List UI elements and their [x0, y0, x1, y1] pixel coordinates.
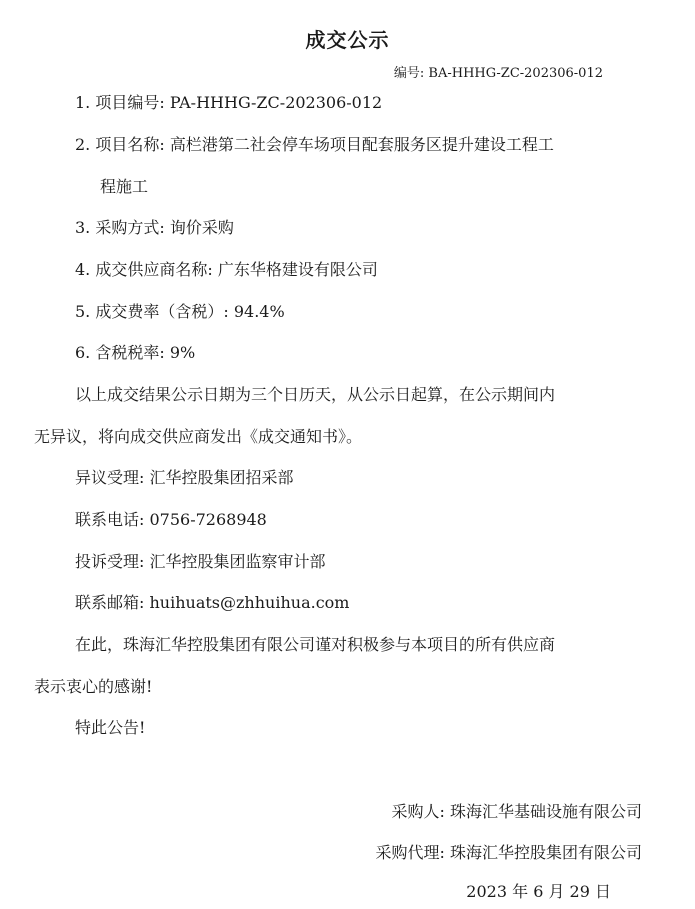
objection-contact: 异议受理: 汇华控股集团招采部	[75, 468, 294, 487]
contact-email: 联系邮箱: huihuats@zhhuihua.com	[75, 593, 350, 612]
item-procurement-method: 3. 采购方式: 询价采购	[75, 218, 234, 237]
contact-phone: 联系电话: 0756-7268948	[75, 510, 267, 529]
item-tax-rate: 6. 含税税率: 9%	[75, 343, 196, 362]
notice-paragraph-line2: 无异议，将向成交供应商发出《成交通知书》。	[34, 427, 363, 446]
closing-remark: 特此公告!	[75, 718, 146, 737]
item-project-name: 2. 项目名称: 高栏港第二社会停车场项目配套服务区提升建设工程工	[75, 135, 554, 154]
document-title: 成交公示	[305, 28, 390, 52]
agent-signature: 采购代理: 珠海汇华控股集团有限公司	[375, 843, 642, 862]
purchaser-signature: 采购人: 珠海汇华基础设施有限公司	[391, 802, 642, 821]
thanks-paragraph-line1: 在此，珠海汇华控股集团有限公司谨对积极参与本项目的所有供应商	[75, 635, 556, 654]
announcement-date: 2023 年 6 月 29 日	[466, 882, 611, 901]
thanks-paragraph-line2: 表示衷心的感谢!	[34, 677, 153, 696]
item-winning-supplier: 4. 成交供应商名称: 广东华格建设有限公司	[75, 260, 378, 279]
item-rate: 5. 成交费率（含税）: 94.4%	[75, 302, 285, 321]
notice-paragraph-line1: 以上成交结果公示日期为三个日历天，从公示日起算，在公示期间内	[75, 385, 556, 404]
document-number: 编号: BA-HHHG-ZC-202306-012	[393, 66, 603, 81]
item-project-number: 1. 项目编号: PA-HHHG-ZC-202306-012	[75, 93, 383, 112]
complaint-contact: 投诉受理: 汇华控股集团监察审计部	[75, 552, 326, 571]
item-project-name-continued: 程施工	[100, 177, 149, 196]
